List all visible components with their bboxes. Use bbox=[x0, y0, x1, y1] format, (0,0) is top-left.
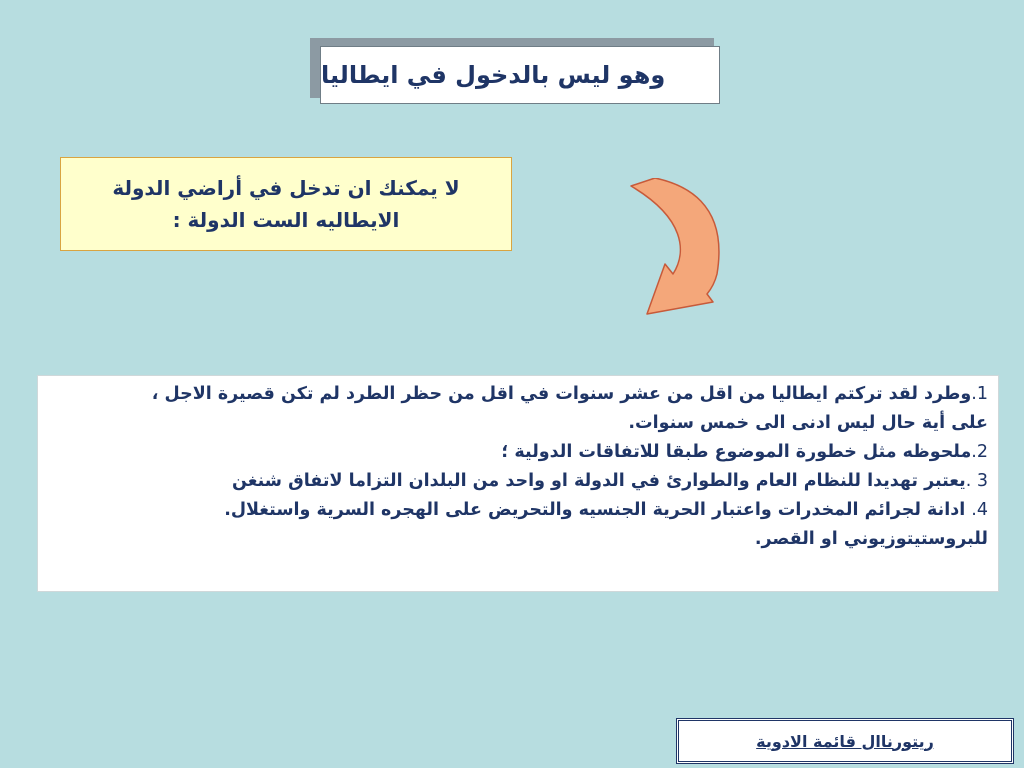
list-item: للبروستيتوزيوني او القصر. bbox=[754, 529, 988, 549]
intro-box bbox=[60, 157, 512, 251]
page-title: وهو ليس بالدخول في ايطاليا bbox=[321, 61, 666, 89]
list-item: 4. ادانة لجرائم المخدرات واعتبار الحرية الجنسيه والتحريض على الهجره السرية واستغلال. bbox=[224, 500, 988, 520]
curved-arrow-down-left-icon bbox=[625, 178, 730, 318]
points-list bbox=[37, 375, 999, 592]
list-item: على أية حال ليس ادنى الى خمس سنوات. bbox=[628, 413, 988, 433]
back-to-menu-link[interactable]: ريتورناال قائمة الادوية bbox=[756, 731, 934, 751]
nav-box bbox=[676, 718, 1014, 764]
list-item: 3 .يعتبر تهديدا للنظام العام والطوارئ في الدولة او واحد من البلدان التزاما لاتفاق شنغن bbox=[232, 471, 988, 491]
list-item: 2.ملحوظه مثل خطورة الموضوع طبقا للاتفاقات الدولية ؛ bbox=[501, 442, 988, 462]
list-item: 1.وطرد لقد تركتم ايطاليا من اقل من عشر سنوات في اقل من حظر الطرد لم تكن قصيرة الاجل ، bbox=[151, 384, 988, 404]
intro-text: لا يمكنك ان تدخل في أراضي الدولة الايطاليه الست الدولة : bbox=[112, 176, 460, 232]
title-box bbox=[320, 46, 720, 104]
